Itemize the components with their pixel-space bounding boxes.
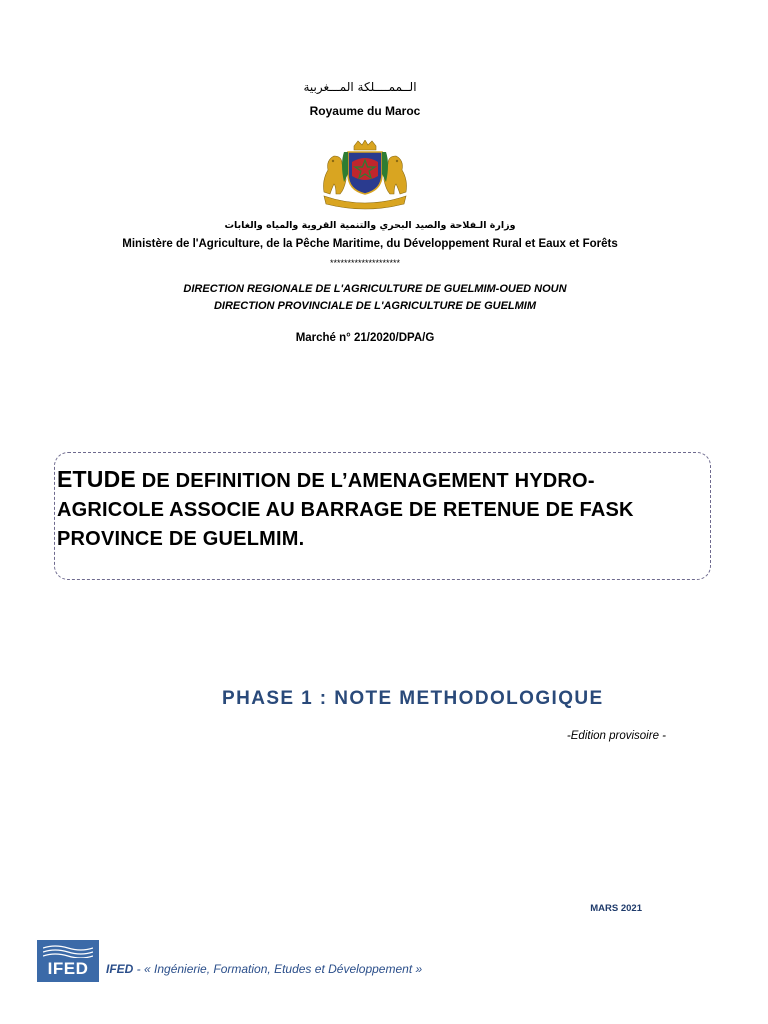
edition-note: -Edition provisoire - bbox=[566, 730, 666, 742]
direction-regionale: DIRECTION REGIONALE DE L'AGRICULTURE DE GUELMIM-OUED NOUN bbox=[183, 283, 567, 295]
logo-text: IFED bbox=[47, 959, 89, 978]
moroccan-coat-of-arms-icon bbox=[318, 140, 412, 210]
ministry-name-french: Ministère de l'Agriculture, de la Pêche Maritime, du Développement Rural et Eaux et Forêts bbox=[122, 238, 618, 250]
footer-tagline-text: - « Ingénierie, Formation, Etudes et Développement » bbox=[133, 962, 423, 976]
kingdom-name-arabic: الــممــــلكة المـــغربية bbox=[303, 80, 417, 94]
ifed-logo bbox=[37, 940, 99, 982]
document-title bbox=[57, 466, 697, 553]
document-date: MARS 2021 bbox=[590, 903, 642, 914]
ministry-name-arabic: وزارة الـفلاحة والصيد البحري والتنمية القروية والمياه والغابات bbox=[224, 220, 516, 231]
footer-brand: IFED bbox=[106, 962, 134, 976]
footer-tagline bbox=[106, 962, 506, 976]
logo-waves-icon bbox=[43, 944, 93, 958]
kingdom-name-french: Royaume du Maroc bbox=[309, 104, 421, 118]
separator-stars: ******************** bbox=[329, 258, 401, 268]
phase-heading: PHASE 1 : NOTE METHODOLOGIQUE bbox=[222, 688, 604, 709]
contract-number: Marché n° 21/2020/DPA/G bbox=[295, 332, 435, 344]
title-rest: DE DEFINITION DE L’AMENAGEMENT HYDRO-AGRICOLE ASSOCIE AU BARRAGE DE RETENUE DE FASK PROVINCE DE GUELMIM. bbox=[57, 470, 634, 550]
direction-provinciale: DIRECTION PROVINCIALE DE L'AGRICULTURE DE GUELMIM bbox=[213, 300, 537, 312]
title-first-word: ETUDE bbox=[57, 466, 136, 492]
